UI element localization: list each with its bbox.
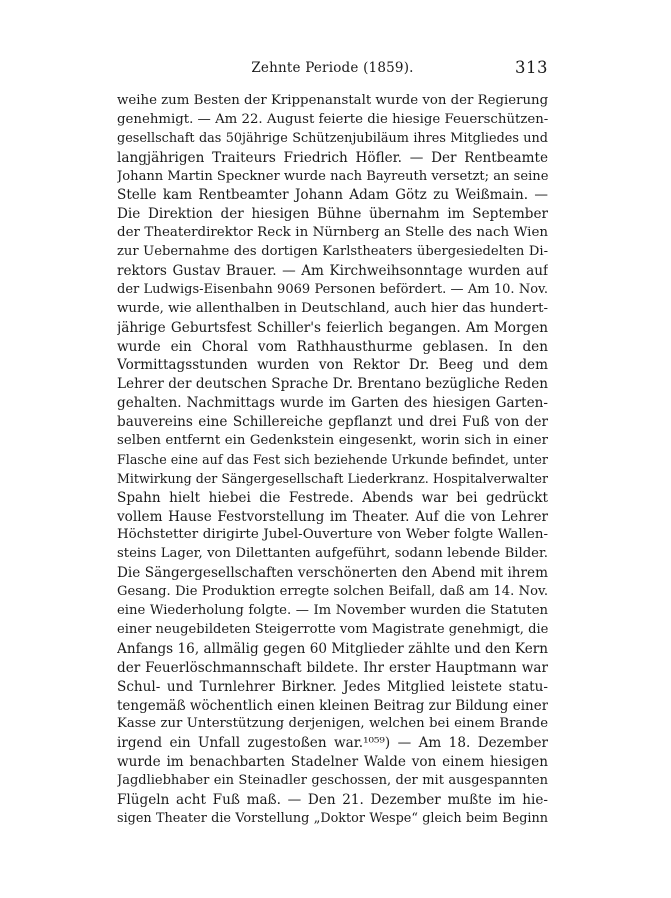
- text-line: Johann Martin Speckner wurde nach Bayreuth versetzt; an seine: [117, 168, 548, 184]
- text-line: weihe zum Besten der Krippenanstalt wurde von der Regierung: [117, 93, 548, 108]
- text-line: vollem Hause Festvorstellung im Theater. Auf die von Lehrer: [117, 508, 548, 525]
- running-head: [117, 58, 548, 78]
- text-line: Die Direktion der hiesigen Bühne übernahm im September: [117, 206, 548, 223]
- text-line: Schul- und Turnlehrer Birkner. Jedes Mitglied leistete statu-: [117, 678, 548, 695]
- page-number: 313: [515, 58, 548, 77]
- text-line: der Theaterdirektor Reck in Nürnberg an Stelle des nach Wien: [117, 225, 548, 241]
- text-line: Stelle kam Rentbeamter Johann Adam Götz zu Weißmain. —: [117, 187, 548, 204]
- text-line: genehmigt. — Am 22. August feierte die hiesige Feuerschützen-: [117, 111, 548, 127]
- text-line: Höchstetter dirigirte Jubel-Ouverture von Weber folgte Wallen-: [117, 527, 548, 543]
- running-title: Zehnte Periode (1859).: [251, 60, 414, 76]
- text-line: selben entfernt ein Gedenkstein eingesenkt, worin sich in einer: [117, 433, 548, 449]
- text-line: Kasse zur Unterstützung derjenigen, welchen bei einem Brande: [117, 716, 548, 732]
- text-line: irgend ein Unfall zugestoßen war.¹⁰⁵⁹) — Am 18. Dezember: [117, 735, 548, 752]
- text-line: bauvereins eine Schillereiche gepflanzt und drei Fuß von der: [117, 414, 548, 431]
- text-line: eine Wiederholung folgte. — Im November wurden die Statuten: [117, 603, 548, 619]
- text-line: Flügeln acht Fuß maß. — Den 21. Dezember mußte im hie-: [117, 791, 548, 808]
- text-line: Lehrer der deutschen Sprache Dr. Brentano bezügliche Reden: [117, 376, 548, 393]
- text-line: jährige Geburtsfest Schiller's feierlich begangen. Am Morgen: [117, 319, 548, 336]
- text-line: der Ludwigs-Eisenbahn 9069 Personen befördert. — Am 10. Nov.: [117, 281, 548, 297]
- text-line: Flasche eine auf das Fest sich beziehende Urkunde befindet, unter: [117, 451, 548, 467]
- text-line: Vormittagsstunden wurden von Rektor Dr. Beeg und dem: [117, 357, 548, 374]
- body-text: [117, 92, 548, 829]
- text-line: Die Sängergesellschaften verschönerten den Abend mit ihrem: [117, 565, 548, 582]
- text-line: wurde, wie allenthalben in Deutschland, auch hier das hundert-: [117, 300, 548, 316]
- text-line: sigen Theater die Vorstellung „Doktor Wespe“ gleich beim Beginn: [117, 810, 548, 826]
- text-line: rektors Gustav Brauer. — Am Kirchweihsonntage wurden auf: [117, 263, 548, 280]
- text-line: gesellschaft das 50jährige Schützenjubiläum ihres Mitgliedes und: [117, 130, 548, 146]
- text-line: langjährigen Traiteurs Friedrich Höfler. — Der Rentbeamte: [117, 149, 548, 166]
- text-line: gehalten. Nachmittags wurde im Garten des hiesigen Garten-: [117, 395, 548, 412]
- text-line: wurde im benachbarten Stadelner Walde von einem hiesigen: [117, 754, 548, 771]
- text-line: einer neugebildeten Steigerrotte vom Magistrate genehmigt, die: [117, 621, 548, 637]
- text-line: wurde ein Choral vom Rathhausthurme geblasen. In den: [117, 338, 548, 355]
- text-line: steins Lager, von Dilettanten aufgeführt, sodann lebende Bilder.: [117, 546, 548, 562]
- text-line: Anfangs 16, allmälig gegen 60 Mitglieder zählte und den Kern: [117, 640, 548, 657]
- text-line: Gesang. Die Produktion erregte solchen Beifall, daß am 14. Nov.: [117, 584, 548, 600]
- text-line: der Feuerlöschmannschaft bildete. Ihr erster Hauptmann war: [117, 659, 548, 676]
- text-line: Spahn hielt hiebei die Festrede. Abends war bei gedrückt: [117, 489, 548, 506]
- text-line: Jagdliebhaber ein Steinadler geschossen, der mit ausgespannten: [117, 773, 548, 789]
- text-line: zur Uebernahme des dortigen Karlstheaters übergesiedelten Di-: [117, 244, 548, 260]
- text-line: Mitwirkung der Sängergesellschaft Liederkranz. Hospitalverwalter: [117, 470, 548, 486]
- text-line: tengemäß wöchentlich einen kleinen Beitrag zur Bildung einer: [117, 697, 548, 714]
